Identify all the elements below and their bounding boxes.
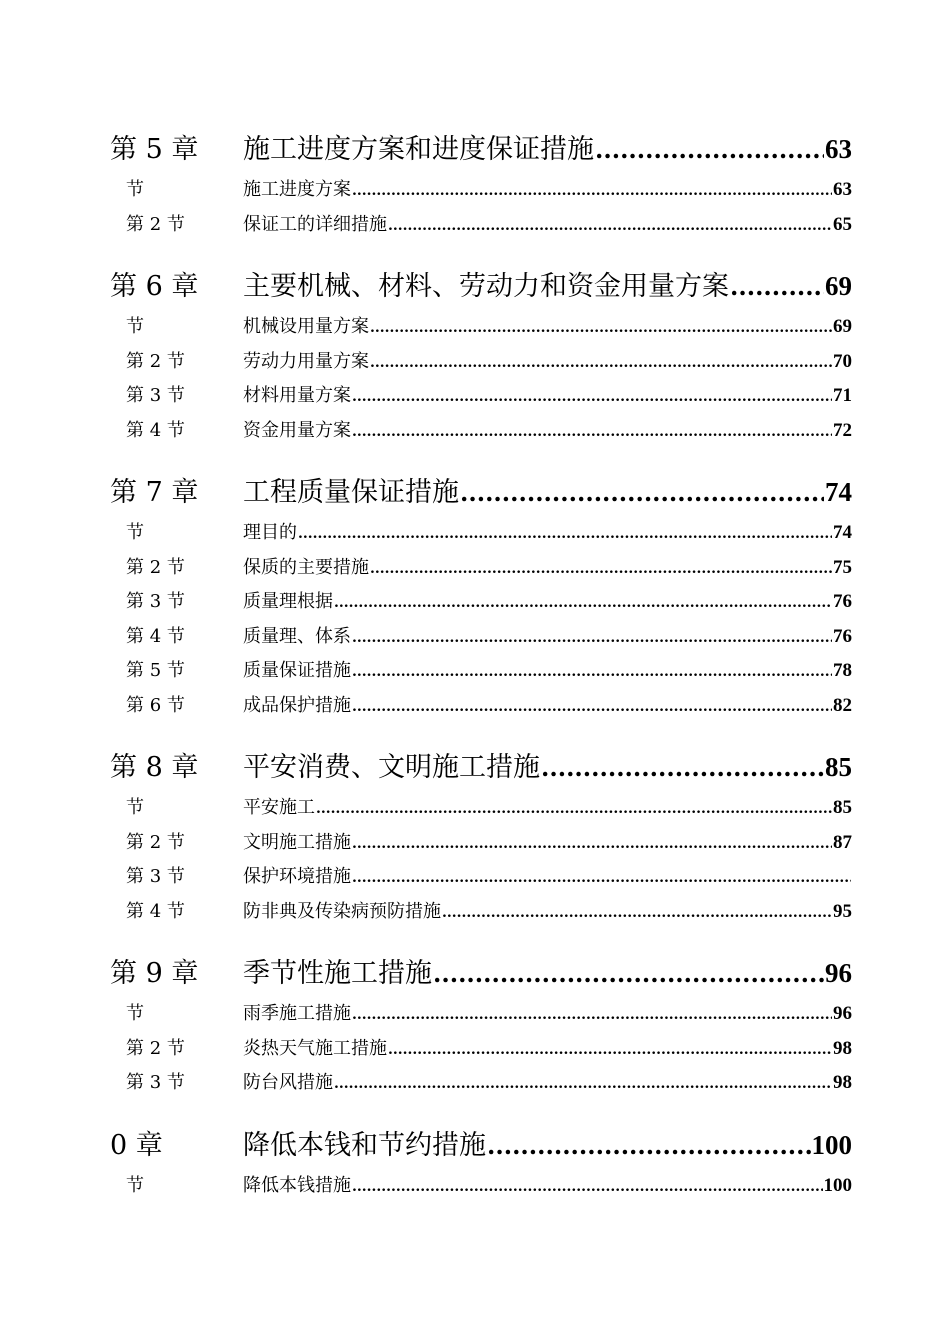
page-number: 85: [833, 797, 852, 818]
dot-leader: [352, 826, 832, 862]
dot-leader: [352, 689, 832, 725]
section-title: 防台风措施: [243, 1072, 333, 1093]
section-number: 节: [126, 1174, 144, 1196]
page-number: 95: [833, 900, 852, 922]
section-title: 雨季施工措施: [243, 1003, 351, 1024]
toc-chapter-entry[interactable]: [110, 949, 852, 997]
toc-section-entry[interactable]: [110, 414, 852, 449]
section-title: 资金用量方案: [243, 419, 351, 441]
dot-leader: [730, 263, 824, 311]
toc-section-entry[interactable]: [110, 997, 852, 1032]
page-number: 87: [833, 831, 852, 853]
chapter-number: 第 8 章: [110, 752, 199, 783]
section-number: 节: [126, 179, 144, 200]
toc-section-entry[interactable]: [110, 516, 852, 551]
section-number: 第 4 节: [126, 900, 185, 922]
toc-section-entry[interactable]: [110, 895, 852, 930]
page-number: 63: [833, 179, 852, 200]
toc-section-entry[interactable]: [110, 791, 852, 826]
page-number: 100: [811, 1129, 852, 1160]
page-number: 69: [833, 316, 852, 337]
toc-chapter-entry[interactable]: [110, 262, 852, 310]
toc-section-entry[interactable]: [110, 551, 852, 586]
section-number: 节: [126, 1003, 144, 1024]
dot-leader: [352, 860, 851, 896]
page-number: 76: [833, 591, 852, 612]
section-title: 平安施工: [243, 797, 315, 818]
section-number: 第 4 节: [126, 419, 185, 441]
toc-section-entry[interactable]: [110, 689, 852, 724]
section-number: 第 3 节: [126, 866, 185, 887]
dot-leader: [316, 791, 832, 827]
section-title: 机械设用量方案: [243, 316, 369, 337]
dot-leader: [541, 744, 824, 792]
toc-section-entry[interactable]: [110, 345, 852, 380]
chapter-number: 0 章: [110, 1129, 163, 1161]
dot-leader: [442, 895, 832, 931]
toc-section-entry[interactable]: [110, 310, 852, 345]
chapter-number: 第 9 章: [110, 958, 199, 989]
section-number: 第 6 节: [126, 694, 185, 716]
section-title: 施工进度方案: [243, 179, 351, 200]
toc-section-entry[interactable]: [110, 208, 852, 243]
section-number: 节: [126, 316, 144, 337]
section-title: 劳动力用量方案: [243, 350, 369, 372]
toc-chapter-entry[interactable]: [110, 468, 852, 516]
section-number: 第 4 节: [126, 625, 185, 647]
table-of-contents: [110, 125, 852, 1203]
section-number: 第 3 节: [126, 1072, 185, 1093]
dot-leader: [352, 414, 832, 450]
toc-section-entry[interactable]: [110, 173, 852, 208]
dot-leader: [388, 208, 832, 244]
page-number: 69: [825, 271, 852, 301]
page-number: 100: [823, 1174, 852, 1196]
section-number: 第 2 节: [126, 1037, 185, 1059]
toc-section-entry[interactable]: [110, 1169, 852, 1204]
toc-chapter-entry[interactable]: [110, 743, 852, 791]
chapter-number: 第 5 章: [110, 134, 199, 165]
section-number: 第 5 节: [126, 660, 185, 681]
toc-section-entry[interactable]: [110, 826, 852, 861]
page-number: 72: [833, 419, 852, 441]
chapter-number: 第 7 章: [110, 477, 199, 508]
section-title: 成品保护措施: [243, 694, 351, 716]
section-number: 节: [126, 522, 144, 543]
page-number: 96: [825, 958, 852, 988]
section-number: 第 2 节: [126, 213, 185, 235]
chapter-title: 施工进度方案和进度保证措施: [243, 134, 594, 165]
section-number: 节: [126, 797, 144, 818]
page-number: 70: [833, 350, 852, 372]
chapter-title: 平安消费、文明施工措施: [243, 752, 540, 783]
toc-section-entry[interactable]: [110, 379, 852, 414]
dot-leader: [460, 469, 824, 517]
toc-section-entry[interactable]: [110, 620, 852, 655]
section-title: 保护环境措施: [243, 866, 351, 887]
page-number: 71: [833, 385, 852, 406]
chapter-title: 降低本钱和节约措施: [243, 1129, 486, 1161]
dot-leader: [352, 997, 832, 1033]
chapter-title: 工程质量保证措施: [243, 477, 459, 508]
dot-leader: [334, 585, 832, 621]
page-number: 98: [833, 1072, 852, 1093]
dot-leader: [370, 551, 832, 587]
toc-section-entry[interactable]: [110, 1066, 852, 1101]
section-title: 降低本钱措施: [243, 1174, 351, 1196]
section-title: 保质的主要措施: [243, 556, 369, 578]
page-number: 74: [833, 522, 852, 543]
dot-leader: [352, 173, 832, 209]
page-number: 85: [825, 752, 852, 782]
section-number: 第 2 节: [126, 556, 185, 578]
dot-leader: [352, 1169, 823, 1205]
section-title: 质量保证措施: [243, 660, 351, 681]
toc-section-entry[interactable]: [110, 585, 852, 620]
toc-chapter-entry[interactable]: [110, 125, 852, 173]
chapter-number: 第 6 章: [110, 271, 199, 302]
dot-leader: [352, 654, 832, 690]
page-number: 65: [833, 213, 852, 235]
dot-leader: [370, 345, 832, 381]
page-number: 78: [833, 660, 852, 681]
section-title: 理目的: [243, 522, 297, 543]
section-number: 第 3 节: [126, 385, 185, 406]
dot-leader: [595, 126, 824, 174]
section-title: 文明施工措施: [243, 831, 351, 853]
dot-leader: [352, 379, 832, 415]
chapter-title: 主要机械、材料、劳动力和资金用量方案: [243, 271, 729, 302]
page-number: 98: [833, 1037, 852, 1059]
section-title: 材料用量方案: [243, 385, 351, 406]
toc-chapter-entry[interactable]: [110, 1121, 852, 1169]
dot-leader: [352, 620, 832, 656]
toc-section-entry[interactable]: [110, 860, 852, 895]
dot-leader: [388, 1032, 832, 1068]
section-title: 炎热天气施工措施: [243, 1037, 387, 1059]
section-title: 防非典及传染病预防措施: [243, 900, 441, 922]
dot-leader: [370, 310, 832, 346]
dot-leader: [298, 516, 832, 552]
page-number: 63: [825, 134, 852, 164]
section-title: 保证工的详细措施: [243, 213, 387, 235]
dot-leader: [487, 1122, 811, 1170]
page-number: 75: [833, 556, 852, 578]
dot-leader: [433, 950, 824, 998]
section-title: 质量理根据: [243, 591, 333, 612]
section-number: 第 2 节: [126, 831, 185, 853]
section-title: 质量理、体系: [243, 625, 351, 647]
toc-section-entry[interactable]: [110, 654, 852, 689]
page-number: 74: [825, 477, 852, 507]
page-number: 96: [833, 1003, 852, 1024]
page-number: 76: [833, 625, 852, 647]
page-number: 82: [833, 694, 852, 716]
chapter-title: 季节性施工措施: [243, 958, 432, 989]
section-number: 第 3 节: [126, 591, 185, 612]
dot-leader: [334, 1066, 832, 1102]
toc-section-entry[interactable]: [110, 1032, 852, 1067]
section-number: 第 2 节: [126, 350, 185, 372]
